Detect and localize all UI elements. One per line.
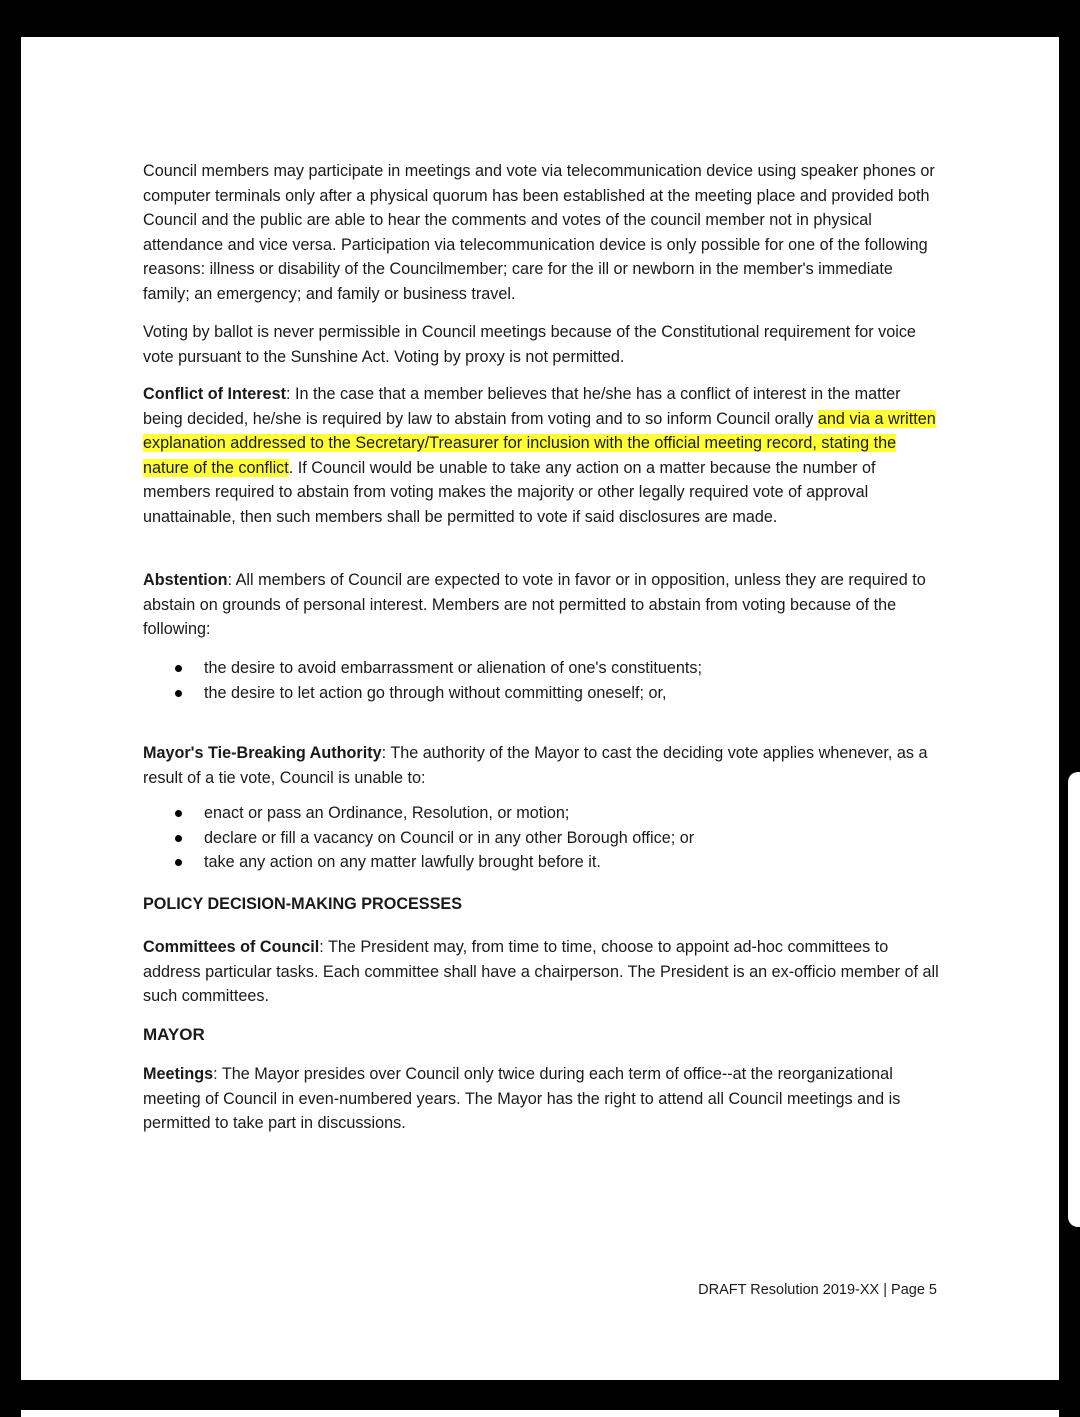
ballot-paragraph: Voting by ballot is never permissible in Council meetings because of the Constitutional requirement for voice vote pursuant to the Sunshine Act. Voting by proxy is not permitted.: [143, 323, 916, 366]
policy-heading: POLICY DECISION-MAKING PROCESSES: [143, 895, 462, 913]
list-item: take any action on any matter lawfully brought before it.: [143, 850, 943, 875]
conflict-heading: Conflict of Interest: [143, 385, 286, 403]
mayor-heading: MAYOR: [143, 1025, 205, 1044]
conflict-colon: :: [286, 385, 291, 403]
abstention-text: : All members of Council are expected to vote in favor or in opposition, unless they are required to abstain on grounds of personal interest. Members are not permitted to abstain from voting because of the following:: [143, 571, 926, 639]
page-footer: DRAFT Resolution 2019-XX | Page 5: [698, 1282, 937, 1298]
tiebreak-bullet-list: [143, 801, 943, 875]
list-item: the desire to avoid embarrassment or alienation of one's constituents;: [143, 656, 943, 681]
tiebreak-text: : The authority of the Mayor to cast the deciding vote applies whenever, as a result of a tie vote, Council is unable to:: [143, 744, 928, 787]
committees-paragraph: [143, 935, 943, 1009]
conflict-text-before: In the case that a member believes that he/she has a conflict of interest in the matter being decided, he/she is required by law to abstain from voting and to so inform Council orally: [143, 385, 901, 428]
conflict-text-after: . If Council would be unable to take any action on a matter because the number of members required to abstain from voting makes the majority or other legally required vote of approval unattainable, then such members shall be permitted to vote if said disclosures are made.: [143, 458, 876, 526]
conflict-paragraph: [143, 382, 943, 530]
telecommunication-paragraph: Council members may participate in meetings and vote via telecommunication device using speaker phones or computer terminals only after a physical quorum has been established at the meeting place and provided both Council and the public are able to hear the comments and votes of the council member not in physical attendance and vice versa. Participation via telecommunication device is only possible for one of the following reasons: illness or disability of the Councilmember; care for the ill or newborn in the member's immediate family; an emergency; and family or business travel.: [143, 162, 935, 303]
scroll-handle[interactable]: [1068, 772, 1080, 1227]
list-item: enact or pass an Ordinance, Resolution, or motion;: [143, 801, 943, 826]
highlighted-text[interactable]: and via a written explanation addressed to the Secretary/Treasurer for inclusion with the official meeting record, stating the nature of the conflict: [143, 409, 936, 477]
abstention-bullet-list: [143, 656, 943, 705]
abstention-heading: Abstention: [143, 571, 228, 589]
list-item: declare or fill a vacancy on Council or in any other Borough office; or: [143, 826, 943, 851]
tiebreak-heading: Mayor's Tie-Breaking Authority: [143, 744, 382, 762]
tiebreak-paragraph: [143, 741, 943, 790]
meetings-heading: Meetings: [143, 1065, 214, 1083]
document-page: [21, 37, 1059, 1380]
next-page-edge: [21, 1410, 1059, 1417]
abstention-paragraph: [143, 568, 943, 642]
committees-heading: Committees of Council: [143, 938, 320, 956]
meetings-text: : The Mayor presides over Council only twice during each term of office--at the reorganizational meeting of Council in even-numbered years. The Mayor has the right to attend all Council meetings and is permitted to take part in discussions.: [143, 1065, 901, 1133]
list-item: the desire to let action go through without committing oneself; or,: [143, 681, 943, 706]
committees-text: : The President may, from time to time, choose to appoint ad-hoc committees to address particular tasks. Each committee shall have a chairperson. The President is an ex-officio member of all such committees.: [143, 938, 939, 1006]
meetings-paragraph: [143, 1062, 943, 1136]
